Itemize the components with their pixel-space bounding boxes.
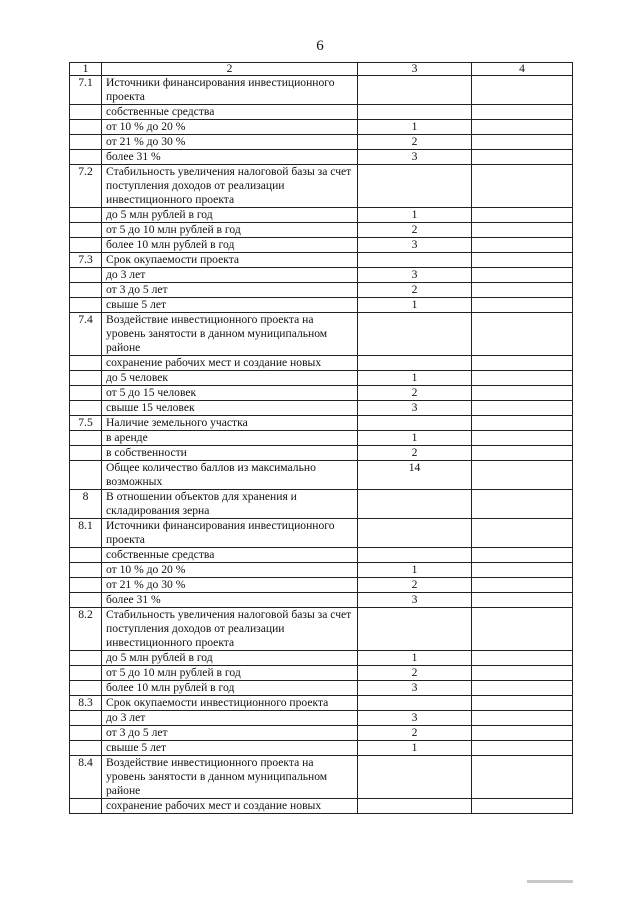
- table-row: [70, 756, 573, 799]
- row-number-cell: [70, 593, 102, 608]
- column-4-cell: [472, 298, 573, 313]
- table-row: [70, 356, 573, 371]
- criterion-text-line: проекта: [106, 90, 145, 103]
- table-row: [70, 238, 573, 253]
- row-number-cell: [70, 563, 102, 578]
- score-cell: 2: [358, 135, 472, 150]
- row-number-cell: [70, 150, 102, 165]
- column-4-cell: [472, 313, 573, 356]
- score-cell: [358, 696, 472, 711]
- criterion-cell: [102, 416, 358, 431]
- column-4-cell: [472, 741, 573, 756]
- criterion-cell: [102, 799, 358, 814]
- criterion-cell: [102, 165, 358, 208]
- table-row: [70, 120, 573, 135]
- criterion-cell: [102, 563, 358, 578]
- score-cell: 3: [358, 268, 472, 283]
- row-number-cell: 7.4: [70, 313, 102, 356]
- table-row: [70, 76, 573, 105]
- table-row: [70, 696, 573, 711]
- criterion-text-line: Срок окупаемости инвестиционного проекта: [106, 696, 329, 709]
- row-number-cell: [70, 135, 102, 150]
- score-cell: [358, 548, 472, 563]
- criterion-text-line: Стабильность увеличения налоговой базы за счет: [106, 608, 352, 621]
- criterion-cell: [102, 446, 358, 461]
- table-row: [70, 666, 573, 681]
- column-4-cell: [472, 150, 573, 165]
- table-row: [70, 578, 573, 593]
- table-row: [70, 799, 573, 814]
- score-cell: [358, 105, 472, 120]
- score-cell: [358, 608, 472, 651]
- column-4-cell: [472, 371, 573, 386]
- scan-artifact: [527, 880, 573, 883]
- score-cell: 1: [358, 120, 472, 135]
- table-row: [70, 416, 573, 431]
- criterion-text-line: до 3 лет: [106, 711, 146, 724]
- score-cell: 1: [358, 431, 472, 446]
- column-4-cell: [472, 651, 573, 666]
- column-4-cell: [472, 799, 573, 814]
- criterion-cell: [102, 461, 358, 490]
- row-number-cell: [70, 726, 102, 741]
- column-4-cell: [472, 416, 573, 431]
- score-cell: 3: [358, 150, 472, 165]
- header-col-2: 2: [102, 63, 358, 76]
- score-cell: 3: [358, 401, 472, 416]
- table-row: [70, 431, 573, 446]
- table-row: [70, 150, 573, 165]
- row-number-cell: 8: [70, 490, 102, 519]
- criterion-text-line: проекта: [106, 533, 145, 546]
- criterion-text-line: районе: [106, 341, 141, 354]
- row-number-cell: 7.3: [70, 253, 102, 268]
- table-row: [70, 608, 573, 651]
- criterion-cell: [102, 726, 358, 741]
- table-row: [70, 563, 573, 578]
- criterion-text-line: сохранение рабочих мест и создание новых: [106, 356, 322, 369]
- table-row: [70, 681, 573, 696]
- row-number-cell: [70, 446, 102, 461]
- column-4-cell: [472, 268, 573, 283]
- criterion-text-line: складирования зерна: [106, 504, 210, 517]
- column-4-cell: [472, 548, 573, 563]
- table-row: [70, 105, 573, 120]
- criterion-text-line: от 21 % до 30 %: [106, 135, 186, 148]
- criterion-text-line: более 31 %: [106, 150, 161, 163]
- criterion-text-line: Стабильность увеличения налоговой базы за счет: [106, 165, 352, 178]
- criterion-cell: [102, 268, 358, 283]
- score-cell: 3: [358, 593, 472, 608]
- row-number-cell: [70, 386, 102, 401]
- score-cell: 3: [358, 681, 472, 696]
- score-cell: [358, 519, 472, 548]
- criterion-cell: [102, 490, 358, 519]
- criterion-cell: [102, 593, 358, 608]
- table-row: [70, 253, 573, 268]
- criterion-cell: [102, 283, 358, 298]
- criterion-text-line: Срок окупаемости проекта: [106, 253, 240, 266]
- criterion-text-line: от 3 до 5 лет: [106, 283, 168, 296]
- row-number-cell: [70, 431, 102, 446]
- criterion-cell: [102, 371, 358, 386]
- score-cell: 2: [358, 386, 472, 401]
- criterion-text-line: районе: [106, 784, 141, 797]
- criterion-text-line: от 3 до 5 лет: [106, 726, 168, 739]
- criterion-text-line: собственные средства: [106, 548, 215, 561]
- score-cell: 2: [358, 666, 472, 681]
- row-number-cell: [70, 578, 102, 593]
- criterion-cell: [102, 401, 358, 416]
- column-4-cell: [472, 356, 573, 371]
- table-row: [70, 283, 573, 298]
- table-row: [70, 711, 573, 726]
- score-cell: [358, 490, 472, 519]
- table-row: [70, 651, 573, 666]
- table-row: [70, 401, 573, 416]
- criterion-text-line: до 3 лет: [106, 268, 146, 281]
- score-cell: [358, 313, 472, 356]
- criterion-cell: [102, 386, 358, 401]
- column-4-cell: [472, 283, 573, 298]
- criterion-text-line: Воздействие инвестиционного проекта на: [106, 313, 314, 326]
- row-number-cell: 7.5: [70, 416, 102, 431]
- criterion-text-line: более 31 %: [106, 593, 161, 606]
- score-cell: [358, 356, 472, 371]
- row-number-cell: [70, 208, 102, 223]
- table-row: [70, 461, 573, 490]
- criterion-cell: [102, 681, 358, 696]
- row-number-cell: 7.2: [70, 165, 102, 208]
- criterion-cell: [102, 741, 358, 756]
- table-row: [70, 208, 573, 223]
- criterion-text-line: Общее количество баллов из максимально: [106, 461, 316, 474]
- header-col-1: 1: [70, 63, 102, 76]
- criterion-cell: [102, 756, 358, 799]
- column-4-cell: [472, 726, 573, 741]
- criterion-text-line: до 5 млн рублей в год: [106, 651, 213, 664]
- criterion-text-line: более 10 млн рублей в год: [106, 681, 235, 694]
- criterion-cell: [102, 666, 358, 681]
- column-4-cell: [472, 208, 573, 223]
- header-col-4: 4: [472, 63, 573, 76]
- row-number-cell: [70, 681, 102, 696]
- criterion-text-line: уровень занятости в данном муниципальном: [106, 770, 328, 783]
- criterion-cell: [102, 120, 358, 135]
- criterion-text-line: собственные средства: [106, 105, 215, 118]
- row-number-cell: [70, 356, 102, 371]
- column-4-cell: [472, 165, 573, 208]
- criterion-text-line: свыше 5 лет: [106, 741, 167, 754]
- score-cell: 2: [358, 283, 472, 298]
- criterion-text-line: инвестиционного проекта: [106, 636, 235, 649]
- row-number-cell: [70, 238, 102, 253]
- column-4-cell: [472, 238, 573, 253]
- criterion-text-line: уровень занятости в данном муниципальном: [106, 327, 328, 340]
- row-number-cell: [70, 651, 102, 666]
- score-cell: 1: [358, 651, 472, 666]
- criterion-cell: [102, 150, 358, 165]
- score-cell: 2: [358, 578, 472, 593]
- table-row: [70, 298, 573, 313]
- row-number-cell: [70, 799, 102, 814]
- table-row: [70, 446, 573, 461]
- criterion-text-line: Воздействие инвестиционного проекта на: [106, 756, 314, 769]
- score-cell: 1: [358, 371, 472, 386]
- page-number: 6: [316, 38, 324, 54]
- row-number-cell: [70, 298, 102, 313]
- criterion-cell: [102, 651, 358, 666]
- score-cell: [358, 165, 472, 208]
- table-row: [70, 490, 573, 519]
- score-cell: 1: [358, 298, 472, 313]
- column-4-cell: [472, 490, 573, 519]
- row-number-cell: 8.3: [70, 696, 102, 711]
- criterion-text-line: в аренде: [106, 431, 148, 444]
- row-number-cell: 7.1: [70, 76, 102, 105]
- criterion-cell: [102, 135, 358, 150]
- column-4-cell: [472, 223, 573, 238]
- table-row: [70, 371, 573, 386]
- criterion-cell: [102, 608, 358, 651]
- column-4-cell: [472, 253, 573, 268]
- row-number-cell: [70, 223, 102, 238]
- criterion-text-line: сохранение рабочих мест и создание новых: [106, 799, 322, 812]
- table-row: [70, 313, 573, 356]
- row-number-cell: [70, 283, 102, 298]
- row-number-cell: [70, 548, 102, 563]
- row-number-cell: [70, 741, 102, 756]
- column-4-cell: [472, 563, 573, 578]
- table-row: [70, 593, 573, 608]
- criterion-text-line: от 10 % до 20 %: [106, 563, 186, 576]
- criterion-cell: [102, 76, 358, 105]
- score-cell: 1: [358, 563, 472, 578]
- criterion-text-line: Источники финансирования инвестиционного: [106, 76, 335, 89]
- criterion-text-line: свыше 15 человек: [106, 401, 195, 414]
- table-row: [70, 519, 573, 548]
- criterion-cell: [102, 223, 358, 238]
- column-4-cell: [472, 431, 573, 446]
- score-cell: 2: [358, 726, 472, 741]
- score-cell: [358, 799, 472, 814]
- criterion-text-line: от 5 до 10 млн рублей в год: [106, 223, 241, 236]
- row-number-cell: 8.2: [70, 608, 102, 651]
- score-cell: [358, 253, 472, 268]
- row-number-cell: [70, 120, 102, 135]
- criterion-cell: [102, 711, 358, 726]
- column-4-cell: [472, 386, 573, 401]
- table-header-row: [70, 63, 573, 76]
- criterion-text-line: Источники финансирования инвестиционного: [106, 519, 335, 532]
- criterion-cell: [102, 431, 358, 446]
- criterion-text-line: от 5 до 10 млн рублей в год: [106, 666, 241, 679]
- score-cell: 2: [358, 446, 472, 461]
- row-number-cell: 8.4: [70, 756, 102, 799]
- table-row: [70, 386, 573, 401]
- column-4-cell: [472, 666, 573, 681]
- criterion-cell: [102, 578, 358, 593]
- column-4-cell: [472, 578, 573, 593]
- column-4-cell: [472, 756, 573, 799]
- criterion-cell: [102, 356, 358, 371]
- criterion-cell: [102, 696, 358, 711]
- table-row: [70, 268, 573, 283]
- score-cell: 3: [358, 238, 472, 253]
- column-4-cell: [472, 681, 573, 696]
- criterion-text-line: в собственности: [106, 446, 187, 459]
- criterion-text-line: от 21 % до 30 %: [106, 578, 186, 591]
- column-4-cell: [472, 696, 573, 711]
- row-number-cell: [70, 268, 102, 283]
- table-row: [70, 548, 573, 563]
- score-cell: [358, 416, 472, 431]
- criterion-cell: [102, 548, 358, 563]
- score-cell: 1: [358, 741, 472, 756]
- column-4-cell: [472, 105, 573, 120]
- score-cell: 1: [358, 208, 472, 223]
- criteria-table-body: [70, 63, 573, 814]
- score-cell: [358, 756, 472, 799]
- criterion-text-line: В отношении объектов для хранения и: [106, 490, 297, 503]
- criterion-text-line: до 5 млн рублей в год: [106, 208, 213, 221]
- criterion-cell: [102, 105, 358, 120]
- row-number-cell: 8.1: [70, 519, 102, 548]
- criterion-text-line: поступления доходов от реализации: [106, 179, 285, 192]
- header-col-3: 3: [358, 63, 472, 76]
- column-4-cell: [472, 608, 573, 651]
- criterion-cell: [102, 208, 358, 223]
- score-cell: 3: [358, 711, 472, 726]
- criterion-text-line: Наличие земельного участка: [106, 416, 248, 429]
- column-4-cell: [472, 461, 573, 490]
- criterion-cell: [102, 238, 358, 253]
- row-number-cell: [70, 105, 102, 120]
- criterion-text-line: более 10 млн рублей в год: [106, 238, 235, 251]
- criteria-table: [69, 62, 573, 814]
- row-number-cell: [70, 401, 102, 416]
- row-number-cell: [70, 371, 102, 386]
- table-row: [70, 223, 573, 238]
- column-4-cell: [472, 446, 573, 461]
- criterion-text-line: поступления доходов от реализации: [106, 622, 285, 635]
- column-4-cell: [472, 120, 573, 135]
- row-number-cell: [70, 461, 102, 490]
- criterion-text-line: от 10 % до 20 %: [106, 120, 186, 133]
- column-4-cell: [472, 519, 573, 548]
- column-4-cell: [472, 593, 573, 608]
- criterion-cell: [102, 519, 358, 548]
- criterion-text-line: от 5 до 15 человек: [106, 386, 197, 399]
- criterion-text-line: до 5 человек: [106, 371, 169, 384]
- table-row: [70, 135, 573, 150]
- score-cell: [358, 76, 472, 105]
- table-row: [70, 741, 573, 756]
- column-4-cell: [472, 401, 573, 416]
- column-4-cell: [472, 135, 573, 150]
- row-number-cell: [70, 666, 102, 681]
- criterion-cell: [102, 298, 358, 313]
- criterion-cell: [102, 253, 358, 268]
- score-cell: 14: [358, 461, 472, 490]
- criterion-text-line: возможных: [106, 475, 163, 488]
- score-cell: 2: [358, 223, 472, 238]
- criterion-cell: [102, 313, 358, 356]
- criterion-text-line: свыше 5 лет: [106, 298, 167, 311]
- table-row: [70, 726, 573, 741]
- criterion-text-line: инвестиционного проекта: [106, 193, 235, 206]
- row-number-cell: [70, 711, 102, 726]
- column-4-cell: [472, 76, 573, 105]
- table-row: [70, 165, 573, 208]
- column-4-cell: [472, 711, 573, 726]
